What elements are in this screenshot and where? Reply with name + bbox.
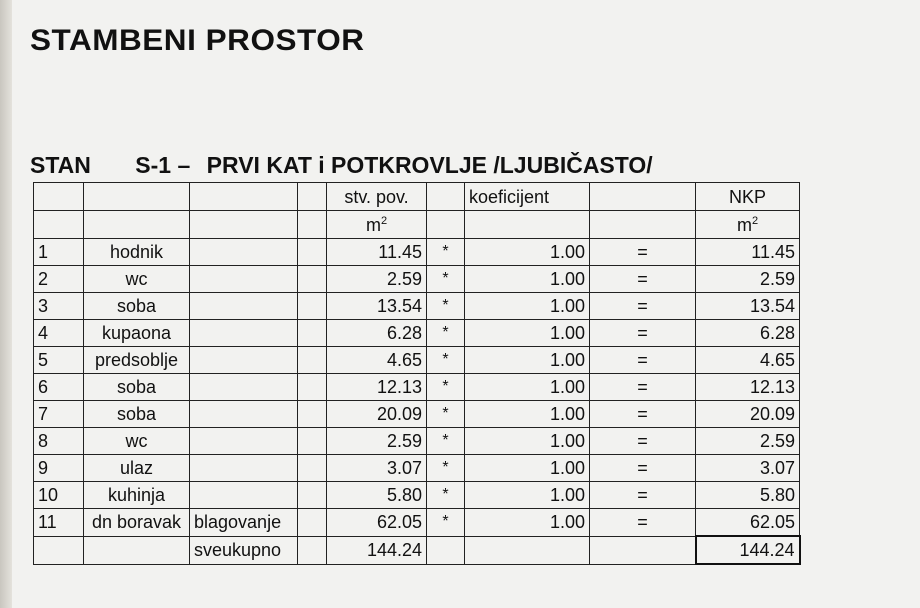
multiply-sign: * bbox=[427, 428, 465, 455]
spacer bbox=[298, 455, 327, 482]
unit-row bbox=[34, 211, 800, 239]
spacer bbox=[298, 482, 327, 509]
spacer bbox=[298, 374, 327, 401]
row-number: 1 bbox=[34, 239, 84, 266]
spacer bbox=[465, 536, 590, 564]
room-area: 62.05 bbox=[327, 509, 427, 537]
equals-sign: = bbox=[590, 239, 696, 266]
spacer bbox=[34, 536, 84, 564]
room-extra bbox=[190, 239, 298, 266]
multiply-sign: * bbox=[427, 455, 465, 482]
room-nkp: 2.59 bbox=[696, 266, 800, 293]
total-area: 144.24 bbox=[327, 536, 427, 564]
spacer bbox=[298, 320, 327, 347]
apartment-label: STAN bbox=[30, 152, 91, 178]
multiply-sign: * bbox=[427, 266, 465, 293]
spacer bbox=[590, 536, 696, 564]
table-row bbox=[34, 239, 800, 266]
coefficient: 1.00 bbox=[465, 428, 590, 455]
multiply-sign: * bbox=[427, 509, 465, 537]
row-number: 2 bbox=[34, 266, 84, 293]
unit-area: $m^2$ bbox=[327, 211, 427, 239]
row-number: 3 bbox=[34, 293, 84, 320]
spacer bbox=[298, 347, 327, 374]
room-extra bbox=[190, 401, 298, 428]
room-name: hodnik bbox=[84, 239, 190, 266]
multiply-sign: * bbox=[427, 239, 465, 266]
room-area: 2.59 bbox=[327, 266, 427, 293]
coefficient: 1.00 bbox=[465, 482, 590, 509]
multiply-sign: * bbox=[427, 293, 465, 320]
room-nkp: 6.28 bbox=[696, 320, 800, 347]
multiply-sign: * bbox=[427, 320, 465, 347]
coefficient: 1.00 bbox=[465, 347, 590, 374]
room-extra bbox=[190, 293, 298, 320]
table-row bbox=[34, 455, 800, 482]
multiply-sign: * bbox=[427, 482, 465, 509]
spacer bbox=[298, 239, 327, 266]
room-extra bbox=[190, 455, 298, 482]
spacer bbox=[298, 293, 327, 320]
row-number: 8 bbox=[34, 428, 84, 455]
equals-sign: = bbox=[590, 509, 696, 537]
scan-edge bbox=[0, 0, 12, 608]
apartment-heading bbox=[30, 152, 653, 179]
room-extra bbox=[190, 428, 298, 455]
room-nkp: 5.80 bbox=[696, 482, 800, 509]
header-nkp: NKP bbox=[696, 183, 800, 211]
spacer bbox=[298, 401, 327, 428]
room-name: soba bbox=[84, 293, 190, 320]
equals-sign: = bbox=[590, 482, 696, 509]
room-extra: blagovanje bbox=[190, 509, 298, 537]
coefficient: 1.00 bbox=[465, 266, 590, 293]
coefficient: 1.00 bbox=[465, 401, 590, 428]
table-row bbox=[34, 320, 800, 347]
coefficient: 1.00 bbox=[465, 320, 590, 347]
room-nkp: 12.13 bbox=[696, 374, 800, 401]
row-number: 6 bbox=[34, 374, 84, 401]
row-number: 9 bbox=[34, 455, 84, 482]
room-extra bbox=[190, 347, 298, 374]
room-name: kuhinja bbox=[84, 482, 190, 509]
room-name: kupaona bbox=[84, 320, 190, 347]
room-name: wc bbox=[84, 428, 190, 455]
room-area: 11.45 bbox=[327, 239, 427, 266]
room-extra bbox=[190, 320, 298, 347]
table-row bbox=[34, 428, 800, 455]
table-row bbox=[34, 266, 800, 293]
coefficient: 1.00 bbox=[465, 239, 590, 266]
equals-sign: = bbox=[590, 320, 696, 347]
spacer bbox=[298, 266, 327, 293]
room-nkp: 13.54 bbox=[696, 293, 800, 320]
room-extra bbox=[190, 374, 298, 401]
equals-sign: = bbox=[590, 401, 696, 428]
spacer bbox=[298, 509, 327, 537]
room-name: soba bbox=[84, 374, 190, 401]
room-area: 6.28 bbox=[327, 320, 427, 347]
multiply-sign: * bbox=[427, 347, 465, 374]
total-label: sveukupno bbox=[190, 536, 298, 564]
room-extra bbox=[190, 482, 298, 509]
table-row bbox=[34, 482, 800, 509]
page-title: STAMBENI PROSTOR bbox=[30, 24, 365, 57]
unit-nkp: $m^2$ bbox=[696, 211, 800, 239]
spacer bbox=[84, 536, 190, 564]
room-area: 3.07 bbox=[327, 455, 427, 482]
apartment-code: S-1 – bbox=[135, 152, 191, 178]
header-area: stv. pov. bbox=[327, 183, 427, 211]
table-row bbox=[34, 509, 800, 537]
total-row bbox=[34, 536, 800, 564]
room-area: 5.80 bbox=[327, 482, 427, 509]
coefficient: 1.00 bbox=[465, 374, 590, 401]
room-area: 2.59 bbox=[327, 428, 427, 455]
room-name: soba bbox=[84, 401, 190, 428]
room-nkp: 4.65 bbox=[696, 347, 800, 374]
room-area: 4.65 bbox=[327, 347, 427, 374]
total-nkp: 144.24 bbox=[696, 536, 800, 564]
spacer bbox=[298, 536, 327, 564]
room-nkp: 3.07 bbox=[696, 455, 800, 482]
apartment-floor: PRVI KAT i POTKROVLJE /LJUBIČASTO/ bbox=[206, 152, 653, 178]
coefficient: 1.00 bbox=[465, 455, 590, 482]
row-number: 5 bbox=[34, 347, 84, 374]
row-number: 7 bbox=[34, 401, 84, 428]
equals-sign: = bbox=[590, 347, 696, 374]
header-row bbox=[34, 183, 800, 211]
spacer bbox=[427, 536, 465, 564]
row-number: 11 bbox=[34, 509, 84, 537]
equals-sign: = bbox=[590, 455, 696, 482]
room-area: 13.54 bbox=[327, 293, 427, 320]
room-nkp: 11.45 bbox=[696, 239, 800, 266]
room-nkp: 20.09 bbox=[696, 401, 800, 428]
equals-sign: = bbox=[590, 374, 696, 401]
room-name: wc bbox=[84, 266, 190, 293]
coefficient: 1.00 bbox=[465, 509, 590, 537]
table-row bbox=[34, 347, 800, 374]
multiply-sign: * bbox=[427, 401, 465, 428]
row-number: 4 bbox=[34, 320, 84, 347]
room-area: 12.13 bbox=[327, 374, 427, 401]
equals-sign: = bbox=[590, 428, 696, 455]
area-table bbox=[33, 182, 801, 565]
spacer bbox=[298, 428, 327, 455]
equals-sign: = bbox=[590, 266, 696, 293]
multiply-sign: * bbox=[427, 374, 465, 401]
room-name: ulaz bbox=[84, 455, 190, 482]
table-row bbox=[34, 374, 800, 401]
room-name: dn boravak bbox=[84, 509, 190, 537]
equals-sign: = bbox=[590, 293, 696, 320]
coefficient: 1.00 bbox=[465, 293, 590, 320]
table-row bbox=[34, 401, 800, 428]
room-extra bbox=[190, 266, 298, 293]
room-nkp: 62.05 bbox=[696, 509, 800, 537]
table-row bbox=[34, 293, 800, 320]
room-area: 20.09 bbox=[327, 401, 427, 428]
room-name: predsoblje bbox=[84, 347, 190, 374]
room-nkp: 2.59 bbox=[696, 428, 800, 455]
row-number: 10 bbox=[34, 482, 84, 509]
header-coef: koeficijent bbox=[465, 183, 590, 211]
